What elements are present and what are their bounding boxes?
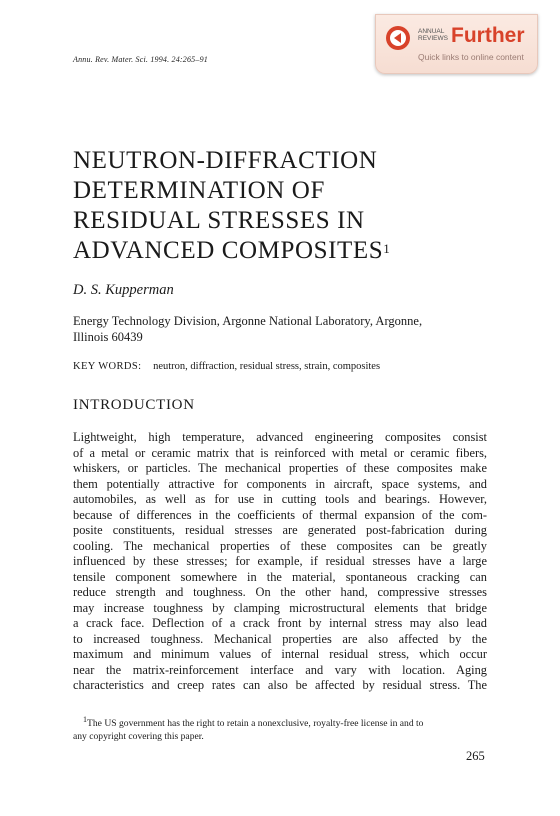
body-line: posite constituents, residual stresses are generated post-fabrication during [73,523,487,537]
section-heading: INTRODUCTION [73,397,195,413]
footnote [73,713,487,743]
body-line: because of differences in the coefficients of thermal expansion of the com- [73,507,487,522]
footnote-text: The US government has the right to retain a nonexclusive, royalty-free license in and to [87,718,424,730]
body-line: of a metal or ceramic matrix that is reinforced with metal or ceramic fibers, [73,445,487,460]
keywords [73,361,380,372]
title-line-last [73,236,390,266]
annual-reviews-label [418,28,448,42]
title-line: ADVANCED COMPOSITES [73,237,384,264]
body-line: to increased toughness. Mechanical properties are also affected by the [73,631,487,646]
further-banner-link[interactable] [375,14,538,74]
page-number: 265 [466,749,485,763]
annual-label: ANNUAL [418,28,445,35]
footnote-line [73,713,487,730]
play-circle-icon [385,25,411,51]
title-line: DETERMINATION OF [73,177,325,204]
body-line: whiskers, or particles. The mechanical properties of these composites make [73,461,487,475]
body-line: characteristics and creep rates can also be affected by residual stress. The [73,678,487,692]
body-line: cooling. The mechanical properties of these composites can be greatly [73,538,487,553]
article-title [73,146,390,266]
reviews-label: REVIEWS [418,35,448,42]
title-line: RESIDUAL STRESSES IN [73,207,365,234]
affiliation-line: Illinois 60439 [73,330,143,344]
affiliation [73,313,493,345]
body-line: near the matrix-reinforcement interface and vary with location. Aging [73,662,487,677]
body-line: Lightweight, high temperature, advanced engineering composites consist [73,430,487,444]
further-wordmark: Further [451,24,525,47]
author-name: D. S. Kupperman [73,282,174,298]
body-line: may increase toughness by clamping microstructural elements that bridge [73,600,487,615]
footnote-mark: 1 [83,715,87,724]
keywords-list: neutron, diffraction, residual stress, strain, composites [153,361,381,372]
journal-citation: Annu. Rev. Mater. Sci. 1994. 24:265–91 [73,55,208,64]
body-line: maximum and minimum values of internal residual stress, which occur [73,647,487,661]
title-footnote-link[interactable]: 1 [383,241,391,256]
title-line: NEUTRON-DIFFRACTION [73,147,378,174]
body-line: automobiles, as well as for use in cutting tools and bearings. However, [73,492,487,506]
footnote-line: any copyright covering this paper. [73,731,204,743]
body-line: a crack face. Deflection of a crack front by internal stress may also lead [73,616,487,630]
affiliation-line: Energy Technology Division, Argonne National Laboratory, Argonne, [73,314,423,328]
further-subtitle: Quick links to online content [418,52,524,62]
keywords-label: KEY WORDS: [73,361,142,372]
body-line: tensile component somewhere in the material, spontaneous cracking can [73,569,487,584]
body-line: reduce strength and toughness. On the other hand, compressive stresses [73,585,487,599]
body-line: them potentially attractive for components in aircraft, space systems, and [73,476,487,491]
body-paragraph [73,430,487,694]
body-line: influenced by these stresses; for example, if residual stresses have a large [73,554,487,568]
